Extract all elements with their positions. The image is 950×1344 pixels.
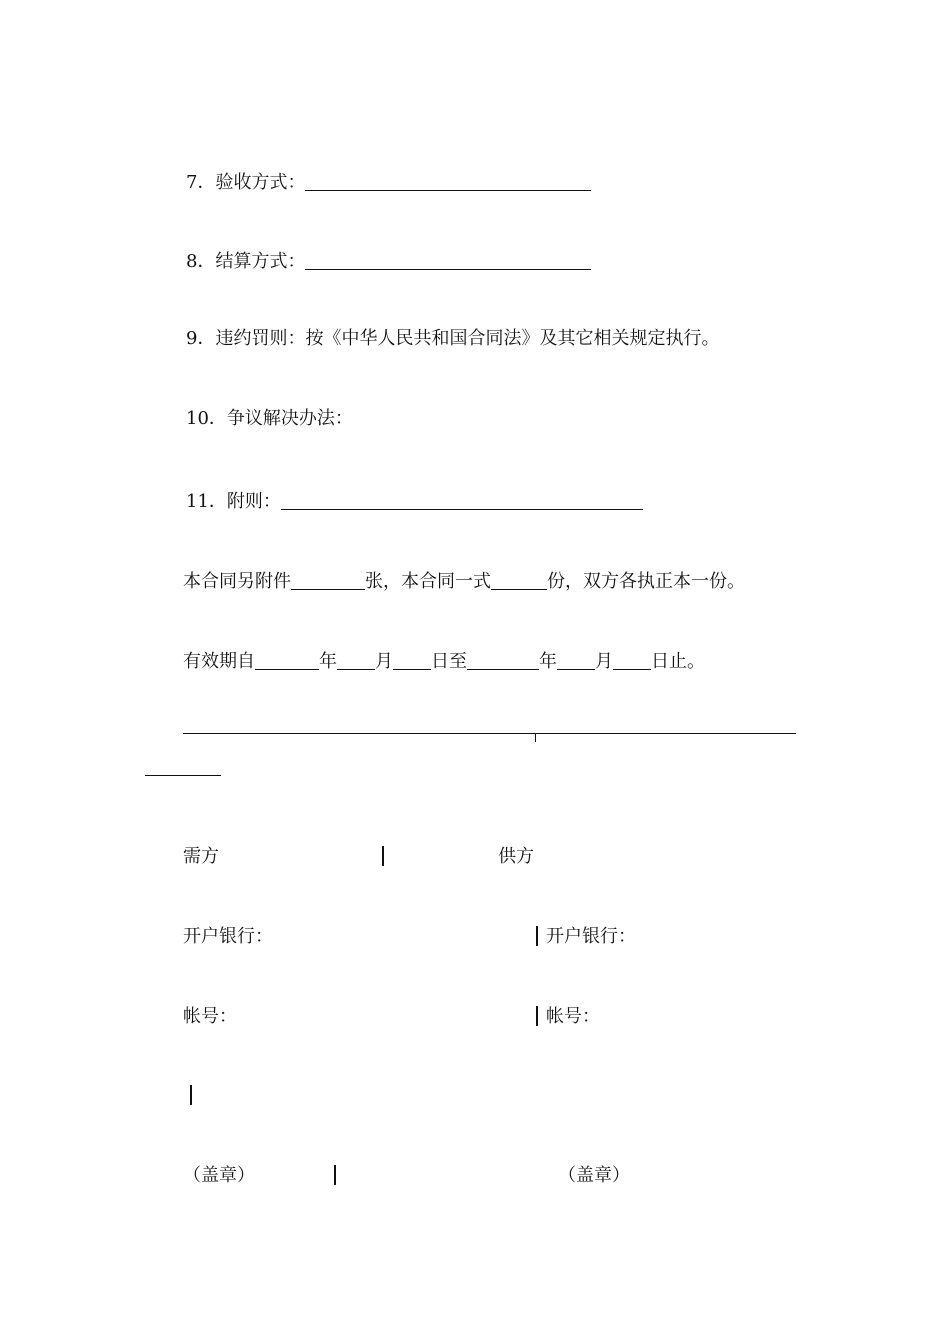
validity-line bbox=[183, 648, 705, 673]
end-year-blank[interactable] bbox=[467, 651, 539, 670]
start-day-blank[interactable] bbox=[393, 651, 431, 670]
validity-year-2: 年 bbox=[539, 651, 557, 672]
end-month-blank[interactable] bbox=[557, 651, 595, 670]
settlement-method-blank[interactable] bbox=[305, 251, 591, 270]
signature-top-rule bbox=[183, 733, 796, 734]
attachments-text-2: 张，本合同一式 bbox=[365, 571, 491, 592]
clause-8-label: 8．结算方式： bbox=[186, 251, 306, 272]
buyer-label: 需方 bbox=[183, 846, 219, 867]
supplementary-terms-blank[interactable] bbox=[281, 491, 643, 510]
validity-month-2: 月 bbox=[595, 651, 613, 672]
supplier-account-label: 帐号： bbox=[546, 1006, 600, 1027]
start-month-blank[interactable] bbox=[337, 651, 375, 670]
validity-year-1: 年 bbox=[319, 651, 337, 672]
signature-second-rule bbox=[145, 775, 221, 776]
end-day-blank[interactable] bbox=[613, 651, 651, 670]
clause-7 bbox=[186, 169, 591, 194]
clause-9 bbox=[186, 328, 719, 350]
clause-9-text: 9．违约罚则：按《中华人民共和国合同法》及其它相关规定执行。 bbox=[186, 328, 720, 349]
buyer-bank-label: 开户银行： bbox=[183, 926, 273, 947]
supplier-bank-label: 开户银行： bbox=[546, 926, 636, 947]
clause-10 bbox=[186, 408, 353, 430]
copies-count-blank[interactable] bbox=[491, 571, 547, 590]
column-divider-5 bbox=[334, 1165, 336, 1185]
clause-7-label: 7．验收方式： bbox=[186, 172, 306, 193]
attachment-count-blank[interactable] bbox=[291, 571, 365, 590]
clause-8 bbox=[186, 248, 591, 273]
supplier-label: 供方 bbox=[498, 846, 534, 867]
clause-10-label: 10．争议解决办法： bbox=[186, 408, 353, 429]
validity-month-1: 月 bbox=[375, 651, 393, 672]
attachments-text-1: 本合同另附件 bbox=[183, 571, 291, 592]
validity-prefix: 有效期自 bbox=[183, 651, 255, 672]
signature-top-tick bbox=[535, 733, 536, 742]
column-divider-2 bbox=[536, 926, 538, 946]
start-year-blank[interactable] bbox=[255, 651, 319, 670]
column-divider-1 bbox=[382, 846, 384, 866]
supplier-seal-label: （盖章） bbox=[558, 1165, 630, 1186]
clause-11-label: 11．附则： bbox=[186, 491, 281, 512]
attachments-line bbox=[183, 568, 745, 593]
validity-day-1: 日至 bbox=[431, 651, 467, 672]
buyer-account-label: 帐号： bbox=[183, 1006, 237, 1027]
acceptance-method-blank[interactable] bbox=[305, 172, 591, 191]
validity-day-2: 日止。 bbox=[651, 651, 705, 672]
column-divider-3 bbox=[536, 1006, 538, 1026]
column-divider-4 bbox=[190, 1085, 192, 1105]
buyer-seal-label: （盖章） bbox=[183, 1165, 255, 1186]
attachments-text-3: 份，双方各执正本一份。 bbox=[547, 571, 745, 592]
clause-11 bbox=[186, 488, 643, 513]
